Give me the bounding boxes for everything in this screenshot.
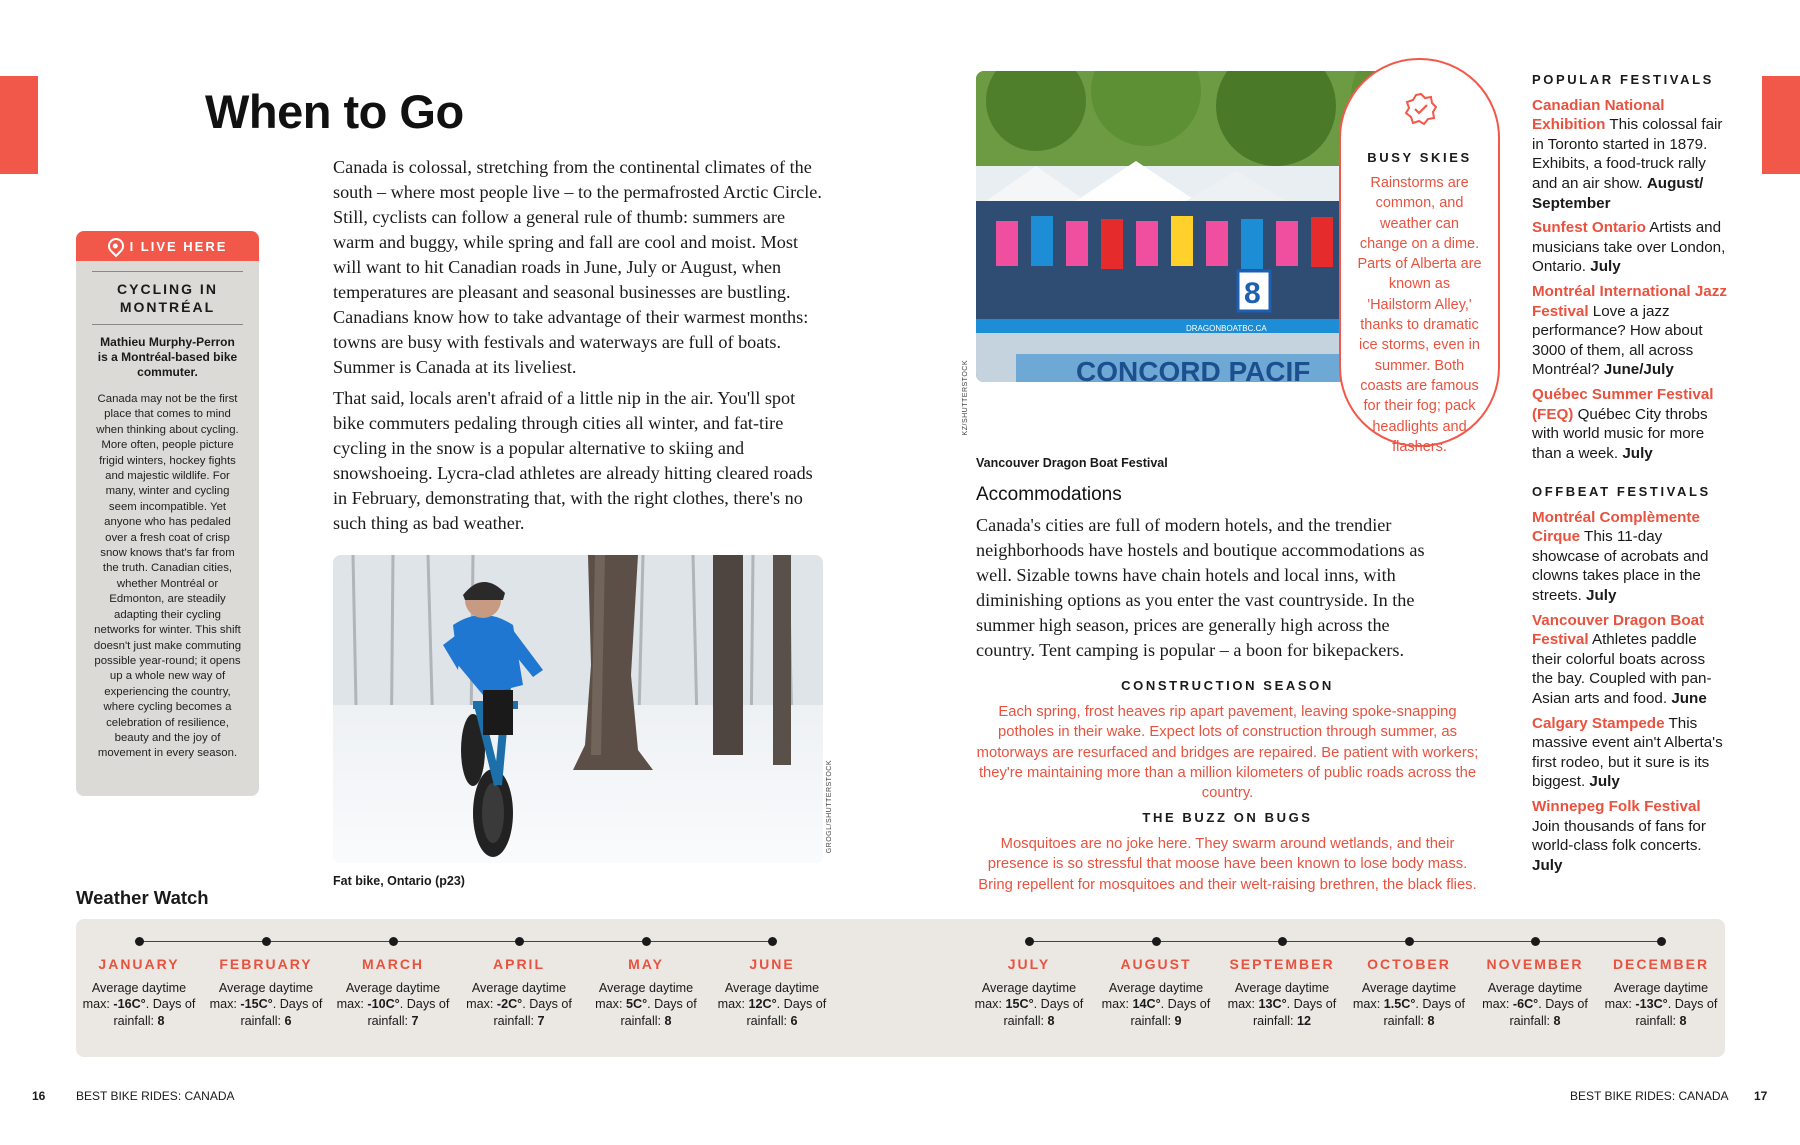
festival-name: Winnepeg Folk Festival bbox=[1532, 797, 1701, 815]
month-august bbox=[1095, 956, 1217, 1029]
temp-label: Average daytime max: bbox=[336, 981, 441, 1012]
month-name: JANUARY bbox=[98, 956, 180, 972]
left-running-title: BEST BIKE RIDES: CANADA bbox=[76, 1089, 235, 1103]
rain-value: 12 bbox=[1297, 1013, 1312, 1028]
temp-label: Average daytime max: bbox=[1482, 981, 1583, 1012]
rain-label: . Days of rainfall: bbox=[240, 997, 323, 1028]
month-name: MAY bbox=[628, 956, 664, 972]
month-name: SEPTEMBER bbox=[1229, 956, 1335, 972]
festival-desc: Artists and musicians take over London, Ontario. bbox=[1532, 219, 1726, 276]
rain-value: 6 bbox=[790, 1013, 798, 1028]
sidebar-label: I LIVE HERE bbox=[129, 238, 228, 254]
temp-label: Average daytime max: bbox=[1101, 981, 1204, 1012]
fat-bike-credit: GROGL/SHUTTERSTOCK bbox=[826, 760, 833, 854]
page-title: When to Go bbox=[205, 85, 464, 138]
left-page-tab bbox=[0, 76, 38, 174]
verified-badge-icon bbox=[1404, 92, 1438, 126]
temp-value: -2C° bbox=[496, 997, 523, 1012]
temp-value: -10C° bbox=[367, 997, 400, 1012]
fat-bike-illustration bbox=[333, 555, 823, 863]
left-page-number: 16 bbox=[32, 1089, 46, 1103]
festival-item bbox=[1532, 96, 1728, 214]
month-february bbox=[205, 956, 327, 1029]
timeline-dot bbox=[1405, 937, 1414, 946]
temp-value: -6C° bbox=[1512, 997, 1539, 1012]
timeline-dot bbox=[262, 937, 271, 946]
timeline-dot bbox=[1657, 937, 1666, 946]
intro-paragraph: Canada is colossal, stretching from the continental climates of the south – where most people live – to the permafrosted Arctic Circle. Still, cyclists can follow a general rule of thumb: summers are warm and buggy, while spring and fall are cool and moist. Most will want to hit Canadian roads in June, July or August, when temperatures are pleasant and seasonal businesses are bustling. Canadians know how to take advantage of their warmest months: towns are busy with festivals and waterways are full of boats. Summer is Canada at its liveliest. bbox=[333, 157, 822, 377]
festival-when: June bbox=[1671, 689, 1707, 707]
temp-label: Average daytime max: bbox=[974, 981, 1077, 1012]
rain-value: 8 bbox=[664, 1013, 672, 1028]
month-january bbox=[78, 956, 200, 1029]
offbeat-festivals-heading: OFFBEAT FESTIVALS bbox=[1532, 484, 1711, 499]
festival-desc: Love a jazz performance? How about 3000 of them, all across Montréal? bbox=[1532, 302, 1703, 379]
boat-sign: DRAGONBOATBC.CA bbox=[1186, 324, 1267, 333]
rain-label: . Days of rainfall: bbox=[1130, 997, 1211, 1028]
festival-when: July bbox=[1586, 586, 1617, 604]
festival-desc: Join thousands of fans for world-class folk concerts. bbox=[1532, 817, 1706, 855]
rain-label: . Days of rainfall: bbox=[113, 997, 196, 1028]
timeline-dot bbox=[1025, 937, 1034, 946]
month-stats bbox=[585, 980, 707, 1029]
temp-label: Average daytime max: bbox=[466, 981, 567, 1012]
month-name: DECEMBER bbox=[1612, 956, 1710, 972]
rain-label: . Days of rainfall: bbox=[1252, 997, 1337, 1028]
festival-name: Calgary Stampede bbox=[1532, 714, 1665, 732]
temp-value: -16C° bbox=[113, 997, 146, 1012]
temp-value: 13C° bbox=[1258, 997, 1287, 1012]
busy-skies-body: Rainstorms are common, and weather can change on a dime. Parts of Alberta are known as 'Hailstorm Alley,' thanks to dramatic ice storms, even in summer. Both coasts are famous for their fog; pack headlights and flashers. bbox=[1357, 175, 1482, 455]
month-november bbox=[1474, 956, 1596, 1029]
accommodations-body: Canada's cities are full of modern hotels, and the trendier neighborhoods have hostels and boutique accommodations as well. Sizable towns have chain hotels and local inns, with diminishing options as you enter the vast countryside. In the summer high season, prices are generally high across the country. Tent camping is popular – a boon for bikepackers. bbox=[976, 515, 1425, 660]
fat-bike-caption: Fat bike, Ontario (p23) bbox=[333, 874, 465, 888]
right-page-tab bbox=[1762, 76, 1800, 174]
offbeat-festivals bbox=[1532, 482, 1728, 880]
sidebar-header bbox=[76, 231, 259, 261]
festival-desc: This massive event ain't Alberta's first rodeo, but it sure is its biggest. bbox=[1532, 714, 1723, 791]
temp-label: Average daytime max: bbox=[1227, 981, 1330, 1012]
rain-label: . Days of rainfall: bbox=[493, 997, 572, 1028]
month-april bbox=[458, 956, 580, 1029]
timeline-line-left bbox=[135, 941, 773, 942]
festival-name: Montréal Complèmente Cirque bbox=[1532, 508, 1700, 546]
month-july bbox=[968, 956, 1090, 1029]
rain-label: . Days of rainfall: bbox=[620, 997, 697, 1028]
temp-value: -13C° bbox=[1635, 997, 1668, 1012]
timeline-dot bbox=[389, 937, 398, 946]
popular-festivals-heading: POPULAR FESTIVALS bbox=[1532, 72, 1714, 87]
sidebar-body: Canada may not be the first place that comes to mind when thinking about cycling. More often, people picture frigid winters, hockey fights and majestic wildlife. For many, winter and cycling seem incompatible. Yet anyone who has pedaled over a fresh coat of crisp snow knows that's far from the truth. Canadian cities, whether Montréal or Edmonton, are steadily adapting their cycling networks for winter. This shift doesn't just make commuting possible year-round; it opens up a whole new way of experiencing the country, where cycling becomes a celebration of resilience, beauty and the joy of movement in every season. bbox=[93, 393, 242, 760]
month-name: FEBRUARY bbox=[219, 956, 313, 972]
popular-festivals bbox=[1532, 70, 1728, 468]
rain-label: . Days of rainfall: bbox=[1383, 997, 1466, 1028]
month-october bbox=[1348, 956, 1470, 1029]
festival-item bbox=[1532, 611, 1728, 709]
festival-item bbox=[1532, 218, 1728, 277]
rain-label: . Days of rainfall: bbox=[746, 997, 827, 1028]
month-september bbox=[1221, 956, 1343, 1029]
timeline-dot bbox=[1152, 937, 1161, 946]
rain-value: 7 bbox=[411, 1013, 419, 1028]
rain-value: 8 bbox=[1427, 1013, 1435, 1028]
temp-label: Average daytime max: bbox=[1604, 981, 1709, 1012]
bugs-body: Mosquitoes are no joke here. They swarm around wetlands, and their presence is so stressful that moose have been known to lose body mass. Bring repellent for mosquitoes and their welt-raising brethren, the black flies. bbox=[978, 836, 1477, 893]
i-live-here-sidebar bbox=[76, 231, 259, 796]
festival-desc: This 11-day showcase of acrobats and clowns takes place in the streets. bbox=[1532, 528, 1709, 604]
rain-label: . Days of rainfall: bbox=[1509, 997, 1588, 1028]
temp-label: Average daytime max: bbox=[595, 981, 694, 1012]
bugs-title: THE BUZZ ON BUGS bbox=[1142, 810, 1313, 825]
dragon-boat-credit: KZ/SHUTTERSTOCK bbox=[962, 360, 969, 436]
temp-value: 1.5C° bbox=[1383, 997, 1416, 1012]
fat-bike-photo bbox=[333, 555, 823, 863]
month-stats bbox=[205, 980, 327, 1029]
festival-when: June/July bbox=[1603, 361, 1674, 379]
temp-label: Average daytime max: bbox=[82, 981, 187, 1012]
sidebar-divider bbox=[92, 324, 243, 325]
intro-text bbox=[333, 155, 825, 536]
temp-value: 15C° bbox=[1005, 997, 1034, 1012]
festival-name: Québec Summer Festival (FEQ) bbox=[1532, 385, 1714, 423]
festival-name: Vancouver Dragon Boat Festival bbox=[1532, 611, 1705, 649]
festival-when: July bbox=[1589, 773, 1620, 791]
festival-item bbox=[1532, 508, 1728, 606]
month-may bbox=[585, 956, 707, 1029]
temp-label: Average daytime max: bbox=[209, 981, 314, 1012]
rain-label: . Days of rainfall: bbox=[367, 997, 450, 1028]
festival-when: July bbox=[1622, 444, 1653, 462]
rain-value: 8 bbox=[157, 1013, 165, 1028]
festival-when: August/ September bbox=[1532, 174, 1704, 212]
temp-label: Average daytime max: bbox=[717, 981, 820, 1012]
timeline-dot bbox=[642, 937, 651, 946]
timeline-dot bbox=[1278, 937, 1287, 946]
month-stats bbox=[1474, 980, 1596, 1029]
rain-label: . Days of rainfall: bbox=[1635, 997, 1718, 1028]
month-name: NOVEMBER bbox=[1486, 956, 1584, 972]
month-name: APRIL bbox=[493, 956, 545, 972]
month-stats bbox=[1095, 980, 1217, 1029]
rain-value: 8 bbox=[1553, 1013, 1561, 1028]
timeline-dot bbox=[135, 937, 144, 946]
temp-label: Average daytime max: bbox=[1352, 981, 1457, 1012]
month-name: MARCH bbox=[361, 956, 425, 972]
month-stats bbox=[1600, 980, 1722, 1029]
right-page-number: 17 bbox=[1754, 1089, 1768, 1103]
month-december bbox=[1600, 956, 1722, 1029]
month-june bbox=[711, 956, 833, 1029]
month-stats bbox=[458, 980, 580, 1029]
month-stats bbox=[1221, 980, 1343, 1029]
month-stats bbox=[968, 980, 1090, 1029]
rain-value: 9 bbox=[1174, 1013, 1182, 1028]
festival-item bbox=[1532, 714, 1728, 792]
right-running-title: BEST BIKE RIDES: CANADA bbox=[1570, 1089, 1729, 1103]
temp-value: -15C° bbox=[240, 997, 273, 1012]
rain-label: . Days of rainfall: bbox=[1003, 997, 1084, 1028]
busy-skies-callout bbox=[1339, 58, 1500, 455]
weather-watch-heading: Weather Watch bbox=[76, 887, 209, 908]
dragon-boat-caption: Vancouver Dragon Boat Festival bbox=[976, 456, 1168, 470]
festival-item bbox=[1532, 282, 1728, 380]
sidebar-author: Mathieu Murphy-Perron is a Montréal-based bike commuter. bbox=[97, 335, 238, 379]
sidebar-divider bbox=[92, 271, 243, 272]
festival-name: Canadian National Exhibition bbox=[1532, 96, 1665, 134]
temp-value: 5C° bbox=[625, 997, 648, 1012]
boat-banner: CONCORD PACIF bbox=[1076, 356, 1311, 382]
month-march bbox=[332, 956, 454, 1029]
location-pin-icon bbox=[104, 235, 127, 258]
festival-desc: This colossal fair in Toronto started in 1879. Exhibits, a food-truck rally and an air show. bbox=[1532, 116, 1723, 192]
intro-paragraph: That said, locals aren't afraid of a little nip in the air. You'll spot bike commuters pedaling through cities all winter, and fat-tire cycling in the snow is a popular alternative to skiing and snowshoeing. Lycra-clad athletes are already hitting cleared roads in February, demonstrating that, with the right clothes, there's no such thing as bad weather. bbox=[333, 388, 813, 533]
festival-name: Sunfest Ontario bbox=[1532, 219, 1646, 237]
festival-when: July bbox=[1590, 258, 1621, 276]
accommodations-heading: Accommodations bbox=[976, 484, 1122, 505]
busy-skies-title: BUSY SKIES bbox=[1367, 150, 1472, 165]
month-stats bbox=[78, 980, 200, 1029]
temp-value: 14C° bbox=[1132, 997, 1161, 1012]
festival-desc: Athletes paddle their colorful boats across the bay. Coupled with pan-Asian arts and food. bbox=[1532, 631, 1712, 707]
timeline-dot bbox=[515, 937, 524, 946]
festival-item bbox=[1532, 797, 1728, 875]
month-name: JULY bbox=[1007, 956, 1051, 972]
construction-title: CONSTRUCTION SEASON bbox=[1121, 678, 1334, 693]
month-stats bbox=[1348, 980, 1470, 1029]
festival-when: July bbox=[1532, 856, 1563, 874]
construction-body: Each spring, frost heaves rip apart pavement, leaving spoke-snapping potholes in their wake. Expect lots of construction through summer, as motorways are resurfaced and bridges are repaired. Be patient with workers; they're maintaining more than a million kilometers of public roads across the country. bbox=[976, 704, 1479, 802]
temp-value: 12C° bbox=[748, 997, 777, 1012]
timeline-dot bbox=[768, 937, 777, 946]
festival-desc: Québec City throbs with world music for more than a week. bbox=[1532, 405, 1708, 462]
timeline-dot bbox=[1531, 937, 1540, 946]
sidebar-title: CYCLING IN MONTRÉAL bbox=[117, 281, 218, 315]
month-name: JUNE bbox=[749, 956, 795, 972]
festival-item bbox=[1532, 385, 1728, 463]
timeline-line-right bbox=[1025, 941, 1664, 942]
rain-value: 6 bbox=[284, 1013, 292, 1028]
month-name: OCTOBER bbox=[1367, 956, 1451, 972]
rain-value: 8 bbox=[1679, 1013, 1687, 1028]
month-name: AUGUST bbox=[1120, 956, 1192, 972]
bib-number: 8 bbox=[1244, 277, 1261, 310]
month-stats bbox=[332, 980, 454, 1029]
rain-value: 8 bbox=[1047, 1013, 1055, 1028]
month-stats bbox=[711, 980, 833, 1029]
festival-name: Montréal International Jazz Festival bbox=[1532, 282, 1727, 320]
rain-value: 7 bbox=[537, 1013, 545, 1028]
